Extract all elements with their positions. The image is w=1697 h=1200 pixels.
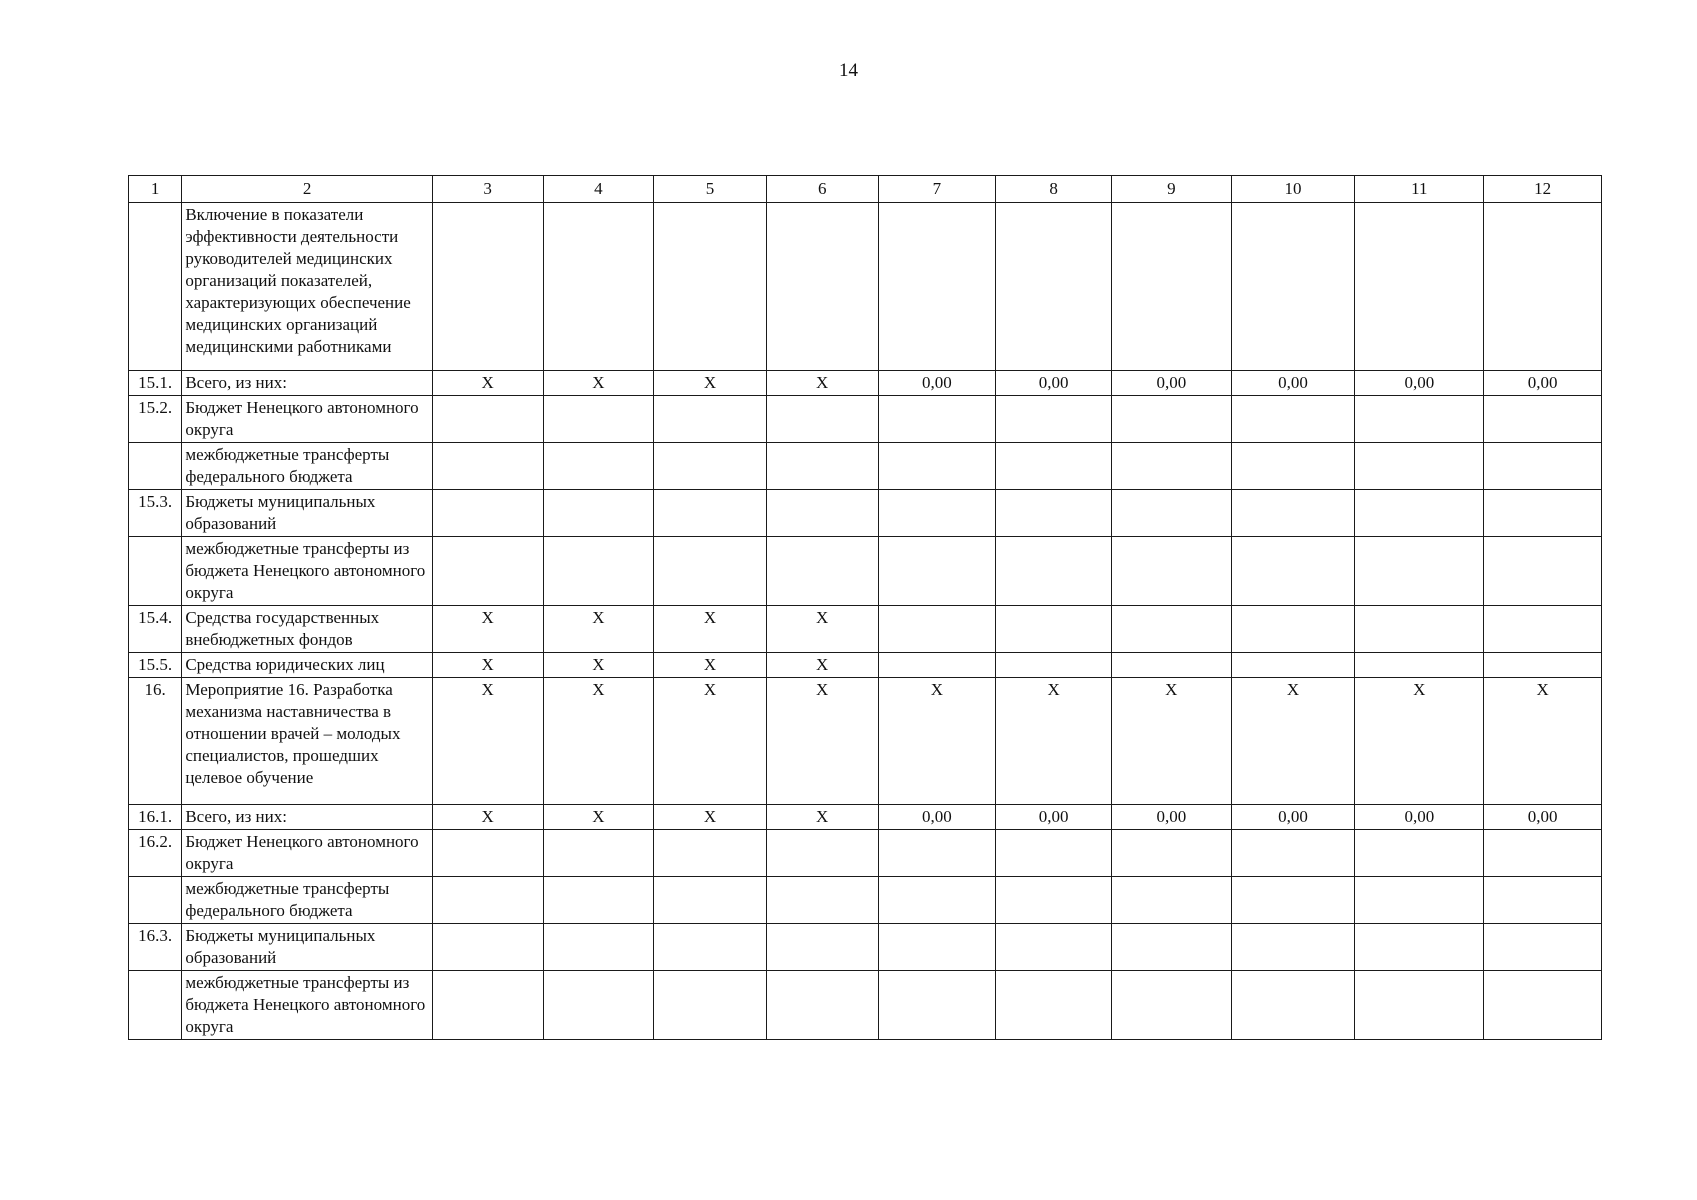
value-cell: 0,00 xyxy=(996,371,1112,396)
row-number-cell: 15.5. xyxy=(129,653,182,678)
value-cell xyxy=(432,396,543,443)
value-cell: X xyxy=(1484,678,1602,805)
value-cell xyxy=(1484,924,1602,971)
value-cell: X xyxy=(878,678,996,805)
value-cell xyxy=(1484,396,1602,443)
value-cell xyxy=(1231,877,1355,924)
value-cell xyxy=(1484,653,1602,678)
value-cell xyxy=(1111,924,1231,971)
value-cell xyxy=(1111,490,1231,537)
value-cell: X xyxy=(654,805,767,830)
value-cell: X xyxy=(543,606,654,653)
value-cell xyxy=(543,830,654,877)
header-cell: 11 xyxy=(1355,176,1484,203)
value-cell xyxy=(878,606,996,653)
value-cell xyxy=(1355,537,1484,606)
value-cell: X xyxy=(543,371,654,396)
value-cell xyxy=(654,443,767,490)
row-number-cell xyxy=(129,877,182,924)
value-cell xyxy=(543,877,654,924)
header-cell: 9 xyxy=(1111,176,1231,203)
row-name-cell: межбюджетные трансферты из бюджета Ненецкого автономного округа xyxy=(182,971,433,1040)
value-cell xyxy=(1231,443,1355,490)
value-cell: X xyxy=(766,606,878,653)
value-cell xyxy=(996,537,1112,606)
value-cell: 0,00 xyxy=(996,805,1112,830)
value-cell xyxy=(1355,830,1484,877)
row-number-cell xyxy=(129,971,182,1040)
row-name-cell: Бюджет Ненецкого автономного округа xyxy=(182,830,433,877)
header-cell: 12 xyxy=(1484,176,1602,203)
row-name-cell: межбюджетные трансферты федерального бюджета xyxy=(182,443,433,490)
row-name-cell: межбюджетные трансферты федерального бюджета xyxy=(182,877,433,924)
value-cell xyxy=(654,924,767,971)
table-row xyxy=(129,653,1602,678)
value-cell xyxy=(1355,443,1484,490)
value-cell: X xyxy=(654,606,767,653)
table-row xyxy=(129,537,1602,606)
row-number-cell: 16. xyxy=(129,678,182,805)
value-cell: X xyxy=(766,371,878,396)
value-cell xyxy=(1111,830,1231,877)
row-name-cell: Бюджеты муниципальных образований xyxy=(182,490,433,537)
value-cell xyxy=(1231,653,1355,678)
row-name-cell: Бюджет Ненецкого автономного округа xyxy=(182,396,433,443)
table-row xyxy=(129,443,1602,490)
value-cell xyxy=(1111,396,1231,443)
table-row xyxy=(129,877,1602,924)
value-cell xyxy=(543,443,654,490)
value-cell xyxy=(1231,203,1355,371)
value-cell xyxy=(996,490,1112,537)
value-cell: X xyxy=(766,805,878,830)
value-cell xyxy=(878,396,996,443)
value-cell xyxy=(1355,606,1484,653)
value-cell xyxy=(1231,924,1355,971)
value-cell xyxy=(543,971,654,1040)
value-cell xyxy=(1231,830,1355,877)
header-cell: 8 xyxy=(996,176,1112,203)
table-row xyxy=(129,606,1602,653)
row-number-cell: 15.4. xyxy=(129,606,182,653)
row-number-cell: 16.1. xyxy=(129,805,182,830)
page-number: 14 xyxy=(839,60,858,81)
value-cell xyxy=(654,830,767,877)
value-cell xyxy=(1231,606,1355,653)
row-name-cell: Средства юридических лиц xyxy=(182,653,433,678)
budget-table xyxy=(128,175,1602,1040)
value-cell xyxy=(1111,877,1231,924)
value-cell xyxy=(766,877,878,924)
value-cell xyxy=(543,537,654,606)
value-cell: 0,00 xyxy=(1111,371,1231,396)
value-cell xyxy=(996,396,1112,443)
value-cell: 0,00 xyxy=(1111,805,1231,830)
value-cell xyxy=(996,877,1112,924)
value-cell xyxy=(1484,606,1602,653)
value-cell xyxy=(432,203,543,371)
value-cell xyxy=(766,203,878,371)
value-cell xyxy=(996,203,1112,371)
row-number-cell xyxy=(129,443,182,490)
value-cell xyxy=(1484,830,1602,877)
value-cell: X xyxy=(1355,678,1484,805)
value-cell xyxy=(766,971,878,1040)
value-cell: X xyxy=(432,678,543,805)
value-cell: 0,00 xyxy=(878,371,996,396)
value-cell xyxy=(543,396,654,443)
table-row xyxy=(129,371,1602,396)
table-row xyxy=(129,924,1602,971)
value-cell xyxy=(1231,971,1355,1040)
value-cell: 0,00 xyxy=(1355,371,1484,396)
row-number-cell xyxy=(129,203,182,371)
header-cell: 2 xyxy=(182,176,433,203)
value-cell xyxy=(1111,606,1231,653)
value-cell xyxy=(1355,971,1484,1040)
value-cell xyxy=(996,924,1112,971)
value-cell xyxy=(766,537,878,606)
row-name-cell: Всего, из них: xyxy=(182,371,433,396)
row-number-cell: 15.2. xyxy=(129,396,182,443)
value-cell: 0,00 xyxy=(1484,805,1602,830)
header-cell: 5 xyxy=(654,176,767,203)
value-cell xyxy=(996,830,1112,877)
value-cell xyxy=(766,396,878,443)
value-cell xyxy=(1355,203,1484,371)
value-cell xyxy=(1484,877,1602,924)
table-row xyxy=(129,971,1602,1040)
value-cell: 0,00 xyxy=(1231,805,1355,830)
table-row xyxy=(129,678,1602,805)
value-cell xyxy=(543,490,654,537)
value-cell: X xyxy=(432,606,543,653)
value-cell xyxy=(1111,203,1231,371)
value-cell: X xyxy=(1231,678,1355,805)
header-cell: 3 xyxy=(432,176,543,203)
table-row xyxy=(129,396,1602,443)
value-cell: 0,00 xyxy=(1484,371,1602,396)
value-cell xyxy=(432,971,543,1040)
value-cell xyxy=(878,490,996,537)
value-cell xyxy=(1231,490,1355,537)
value-cell xyxy=(654,396,767,443)
value-cell: X xyxy=(432,805,543,830)
value-cell xyxy=(654,971,767,1040)
value-cell xyxy=(766,830,878,877)
row-number-cell xyxy=(129,537,182,606)
value-cell xyxy=(766,443,878,490)
value-cell xyxy=(1231,537,1355,606)
value-cell xyxy=(654,877,767,924)
value-cell xyxy=(1355,653,1484,678)
value-cell: X xyxy=(654,371,767,396)
value-cell: X xyxy=(996,678,1112,805)
value-cell xyxy=(432,443,543,490)
value-cell xyxy=(878,877,996,924)
table-row xyxy=(129,830,1602,877)
header-cell: 1 xyxy=(129,176,182,203)
header-row xyxy=(129,176,1602,203)
table-row xyxy=(129,805,1602,830)
value-cell: X xyxy=(766,678,878,805)
value-cell: X xyxy=(654,653,767,678)
value-cell: X xyxy=(1111,678,1231,805)
value-cell xyxy=(1355,924,1484,971)
row-number-cell: 15.1. xyxy=(129,371,182,396)
table-row xyxy=(129,490,1602,537)
value-cell xyxy=(1231,396,1355,443)
value-cell xyxy=(878,924,996,971)
value-cell: X xyxy=(543,653,654,678)
value-cell xyxy=(432,490,543,537)
value-cell: X xyxy=(543,678,654,805)
value-cell xyxy=(766,924,878,971)
value-cell xyxy=(1355,877,1484,924)
value-cell xyxy=(1355,396,1484,443)
value-cell xyxy=(1484,443,1602,490)
value-cell xyxy=(1484,971,1602,1040)
value-cell xyxy=(432,537,543,606)
value-cell: X xyxy=(766,653,878,678)
value-cell xyxy=(432,924,543,971)
value-cell xyxy=(1111,443,1231,490)
value-cell xyxy=(766,490,878,537)
header-cell: 7 xyxy=(878,176,996,203)
value-cell xyxy=(878,203,996,371)
value-cell xyxy=(654,537,767,606)
table-row xyxy=(129,203,1602,371)
value-cell xyxy=(1111,653,1231,678)
value-cell: X xyxy=(432,371,543,396)
row-name-cell: Включение в показатели эффективности деятельности руководителей медицинских организаций показателей, характеризующих обеспечение медицинских организаций медицинскими работниками xyxy=(182,203,433,371)
row-number-cell: 16.3. xyxy=(129,924,182,971)
row-name-cell: Средства государственных внебюджетных фондов xyxy=(182,606,433,653)
value-cell xyxy=(996,971,1112,1040)
value-cell: X xyxy=(543,805,654,830)
value-cell xyxy=(878,443,996,490)
value-cell xyxy=(543,203,654,371)
value-cell: 0,00 xyxy=(878,805,996,830)
value-cell xyxy=(654,490,767,537)
value-cell xyxy=(996,606,1112,653)
value-cell xyxy=(654,203,767,371)
row-number-cell: 16.2. xyxy=(129,830,182,877)
header-cell: 4 xyxy=(543,176,654,203)
value-cell xyxy=(996,653,1112,678)
value-cell xyxy=(1111,971,1231,1040)
value-cell: 0,00 xyxy=(1231,371,1355,396)
value-cell: X xyxy=(432,653,543,678)
row-number-cell: 15.3. xyxy=(129,490,182,537)
row-name-cell: межбюджетные трансферты из бюджета Ненецкого автономного округа xyxy=(182,537,433,606)
header-cell: 10 xyxy=(1231,176,1355,203)
value-cell xyxy=(878,971,996,1040)
value-cell xyxy=(1484,537,1602,606)
value-cell xyxy=(1355,490,1484,537)
value-cell xyxy=(878,830,996,877)
value-cell: 0,00 xyxy=(1355,805,1484,830)
value-cell xyxy=(996,443,1112,490)
value-cell xyxy=(1111,537,1231,606)
row-name-cell: Мероприятие 16. Разработка механизма наставничества в отношении врачей – молодых специалистов, прошедших целевое обучение xyxy=(182,678,433,805)
row-name-cell: Всего, из них: xyxy=(182,805,433,830)
value-cell xyxy=(878,537,996,606)
value-cell xyxy=(543,924,654,971)
value-cell xyxy=(432,830,543,877)
value-cell: X xyxy=(654,678,767,805)
value-cell xyxy=(1484,490,1602,537)
row-name-cell: Бюджеты муниципальных образований xyxy=(182,924,433,971)
value-cell xyxy=(1484,203,1602,371)
value-cell xyxy=(878,653,996,678)
header-cell: 6 xyxy=(766,176,878,203)
value-cell xyxy=(432,877,543,924)
